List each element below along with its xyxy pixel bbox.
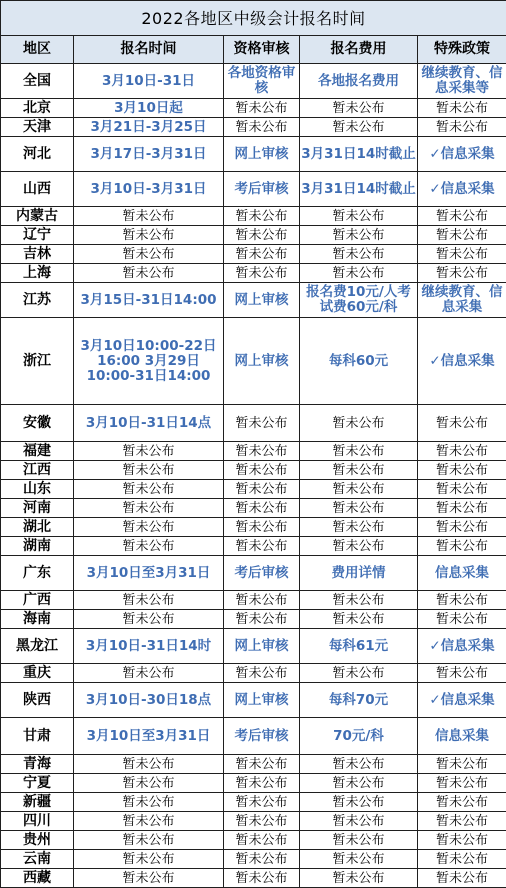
cell-region: 湖南	[1, 537, 74, 556]
header-fee: 报名费用	[300, 36, 418, 64]
cell-review: 网上审核	[224, 318, 300, 405]
cell-review: 暂未公布	[224, 610, 300, 629]
cell-time: 暂未公布	[74, 480, 224, 499]
cell-policy: ✓信息采集	[418, 683, 506, 718]
table-row	[1, 499, 506, 518]
cell-policy: 暂未公布	[418, 461, 506, 480]
cell-region: 安徽	[1, 405, 74, 442]
header-region: 地区	[1, 36, 74, 64]
cell-time: 暂未公布	[74, 518, 224, 537]
cell-region: 贵州	[1, 831, 74, 850]
cell-review: 暂未公布	[224, 850, 300, 869]
cell-review: 暂未公布	[224, 869, 300, 888]
table-row	[1, 774, 506, 793]
table-row	[1, 99, 506, 118]
cell-review: 暂未公布	[224, 461, 300, 480]
cell-review: 各地资格审核	[224, 64, 300, 99]
cell-region: 山西	[1, 172, 74, 207]
cell-review: 网上审核	[224, 683, 300, 718]
cell-region: 浙江	[1, 318, 74, 405]
cell-policy: ✓信息采集	[418, 137, 506, 172]
cell-region: 河北	[1, 137, 74, 172]
cell-region: 广西	[1, 591, 74, 610]
cell-fee: 费用详情	[300, 556, 418, 591]
cell-policy: 暂未公布	[418, 226, 506, 245]
table-row	[1, 245, 506, 264]
cell-policy: 暂未公布	[418, 480, 506, 499]
cell-region: 湖北	[1, 518, 74, 537]
table-row	[1, 591, 506, 610]
cell-policy: 信息采集	[418, 556, 506, 591]
cell-region: 北京	[1, 99, 74, 118]
cell-region: 天津	[1, 118, 74, 137]
cell-policy: 暂未公布	[418, 99, 506, 118]
cell-review: 暂未公布	[224, 405, 300, 442]
cell-review: 暂未公布	[224, 499, 300, 518]
table-row	[1, 869, 506, 888]
cell-fee: 暂未公布	[300, 850, 418, 869]
cell-region: 河南	[1, 499, 74, 518]
cell-fee: 暂未公布	[300, 99, 418, 118]
cell-review: 暂未公布	[224, 664, 300, 683]
table-row	[1, 610, 506, 629]
cell-fee: 暂未公布	[300, 405, 418, 442]
cell-fee: 各地报名费用	[300, 64, 418, 99]
cell-policy: 暂未公布	[418, 537, 506, 556]
cell-fee: 3月31日14时截止	[300, 172, 418, 207]
cell-policy: 暂未公布	[418, 755, 506, 774]
cell-fee: 70元/科	[300, 718, 418, 755]
cell-fee: 暂未公布	[300, 499, 418, 518]
cell-time: 3月10日至3月31日	[74, 718, 224, 755]
cell-time: 暂未公布	[74, 245, 224, 264]
cell-policy: 继续教育、信息采集	[418, 283, 506, 318]
table-row	[1, 283, 506, 318]
cell-fee: 3月31日14时截止	[300, 137, 418, 172]
header-row	[1, 36, 506, 64]
cell-time: 暂未公布	[74, 755, 224, 774]
table-row	[1, 664, 506, 683]
cell-fee: 暂未公布	[300, 774, 418, 793]
cell-region: 西藏	[1, 869, 74, 888]
cell-review: 暂未公布	[224, 480, 300, 499]
table-row	[1, 518, 506, 537]
cell-region: 青海	[1, 755, 74, 774]
cell-policy: 暂未公布	[418, 207, 506, 226]
cell-fee: 暂未公布	[300, 442, 418, 461]
cell-policy: 暂未公布	[418, 610, 506, 629]
cell-policy: 暂未公布	[418, 118, 506, 137]
cell-region: 黑龙江	[1, 629, 74, 664]
cell-review: 网上审核	[224, 629, 300, 664]
cell-fee: 暂未公布	[300, 518, 418, 537]
table-row	[1, 718, 506, 755]
cell-region: 全国	[1, 64, 74, 99]
table-row	[1, 118, 506, 137]
cell-fee: 暂未公布	[300, 480, 418, 499]
table-row	[1, 831, 506, 850]
cell-review: 网上审核	[224, 137, 300, 172]
cell-fee: 暂未公布	[300, 869, 418, 888]
cell-review: 暂未公布	[224, 207, 300, 226]
cell-review: 暂未公布	[224, 118, 300, 137]
cell-time: 暂未公布	[74, 793, 224, 812]
cell-review: 暂未公布	[224, 442, 300, 461]
table-row	[1, 480, 506, 499]
table-row	[1, 172, 506, 207]
table-row	[1, 64, 506, 99]
cell-region: 甘肃	[1, 718, 74, 755]
cell-policy: 暂未公布	[418, 793, 506, 812]
cell-fee: 暂未公布	[300, 207, 418, 226]
cell-review: 暂未公布	[224, 793, 300, 812]
cell-review: 暂未公布	[224, 591, 300, 610]
cell-time: 暂未公布	[74, 869, 224, 888]
cell-fee: 暂未公布	[300, 118, 418, 137]
cell-fee: 每科61元	[300, 629, 418, 664]
cell-time: 3月10日10:00-22日16:00 3月29日10:00-31日14:00	[74, 318, 224, 405]
cell-time: 暂未公布	[74, 664, 224, 683]
cell-policy: ✓信息采集	[418, 629, 506, 664]
cell-review: 暂未公布	[224, 264, 300, 283]
table-row	[1, 850, 506, 869]
cell-review: 暂未公布	[224, 245, 300, 264]
cell-region: 四川	[1, 812, 74, 831]
cell-time: 暂未公布	[74, 264, 224, 283]
cell-policy: 暂未公布	[418, 591, 506, 610]
cell-time: 3月21日-3月25日	[74, 118, 224, 137]
cell-fee: 暂未公布	[300, 461, 418, 480]
cell-time: 3月10日起	[74, 99, 224, 118]
cell-region: 海南	[1, 610, 74, 629]
cell-time: 3月10日-3月31日	[74, 172, 224, 207]
table-row	[1, 812, 506, 831]
cell-region: 宁夏	[1, 774, 74, 793]
table-row	[1, 461, 506, 480]
cell-fee: 报名费10元/人考试费60元/科	[300, 283, 418, 318]
cell-time: 暂未公布	[74, 207, 224, 226]
cell-region: 江苏	[1, 283, 74, 318]
header-review: 资格审核	[224, 36, 300, 64]
table-row	[1, 442, 506, 461]
cell-review: 暂未公布	[224, 537, 300, 556]
cell-time: 3月17日-3月31日	[74, 137, 224, 172]
cell-fee: 暂未公布	[300, 226, 418, 245]
cell-time: 3月15日-31日14:00	[74, 283, 224, 318]
cell-time: 3月10日-31日	[74, 64, 224, 99]
cell-time: 暂未公布	[74, 850, 224, 869]
cell-review: 考后审核	[224, 172, 300, 207]
header-policy: 特殊政策	[418, 36, 506, 64]
cell-review: 暂未公布	[224, 226, 300, 245]
cell-time: 暂未公布	[74, 591, 224, 610]
cell-time: 3月10日至3月31日	[74, 556, 224, 591]
cell-policy: ✓信息采集	[418, 318, 506, 405]
cell-review: 暂未公布	[224, 518, 300, 537]
table-row	[1, 537, 506, 556]
cell-policy: 暂未公布	[418, 499, 506, 518]
cell-review: 网上审核	[224, 283, 300, 318]
cell-policy: 暂未公布	[418, 405, 506, 442]
cell-region: 新疆	[1, 793, 74, 812]
table-row	[1, 264, 506, 283]
table-title: 2022各地区中级会计报名时间	[1, 1, 506, 36]
cell-time: 3月10日-31日14点	[74, 405, 224, 442]
cell-region: 福建	[1, 442, 74, 461]
cell-review: 暂未公布	[224, 812, 300, 831]
cell-time: 暂未公布	[74, 812, 224, 831]
header-time: 报名时间	[74, 36, 224, 64]
cell-time: 暂未公布	[74, 774, 224, 793]
cell-region: 重庆	[1, 664, 74, 683]
cell-time: 暂未公布	[74, 537, 224, 556]
cell-policy: 暂未公布	[418, 518, 506, 537]
cell-region: 辽宁	[1, 226, 74, 245]
cell-policy: 暂未公布	[418, 850, 506, 869]
cell-region: 江西	[1, 461, 74, 480]
cell-region: 陕西	[1, 683, 74, 718]
cell-policy: 继续教育、信息采集等	[418, 64, 506, 99]
cell-fee: 暂未公布	[300, 831, 418, 850]
title-row	[1, 1, 506, 36]
cell-policy: 暂未公布	[418, 442, 506, 461]
cell-fee: 暂未公布	[300, 812, 418, 831]
cell-time: 暂未公布	[74, 442, 224, 461]
cell-fee: 暂未公布	[300, 755, 418, 774]
cell-fee: 暂未公布	[300, 537, 418, 556]
cell-policy: 暂未公布	[418, 245, 506, 264]
cell-review: 暂未公布	[224, 831, 300, 850]
cell-policy: 暂未公布	[418, 664, 506, 683]
cell-policy: 暂未公布	[418, 774, 506, 793]
cell-fee: 暂未公布	[300, 793, 418, 812]
cell-fee: 暂未公布	[300, 591, 418, 610]
cell-policy: 暂未公布	[418, 264, 506, 283]
cell-time: 3月10日-31日14时	[74, 629, 224, 664]
table-row	[1, 318, 506, 405]
cell-review: 暂未公布	[224, 755, 300, 774]
table-row	[1, 226, 506, 245]
cell-review: 考后审核	[224, 718, 300, 755]
table-row	[1, 683, 506, 718]
cell-region: 内蒙古	[1, 207, 74, 226]
cell-time: 暂未公布	[74, 226, 224, 245]
cell-time: 暂未公布	[74, 499, 224, 518]
table-row	[1, 755, 506, 774]
cell-region: 吉林	[1, 245, 74, 264]
cell-fee: 每科60元	[300, 318, 418, 405]
cell-region: 上海	[1, 264, 74, 283]
table-row	[1, 629, 506, 664]
cell-policy: 暂未公布	[418, 831, 506, 850]
cell-fee: 暂未公布	[300, 664, 418, 683]
cell-policy: 暂未公布	[418, 812, 506, 831]
cell-fee: 暂未公布	[300, 610, 418, 629]
cell-review: 暂未公布	[224, 774, 300, 793]
cell-time: 暂未公布	[74, 461, 224, 480]
cell-policy: 信息采集	[418, 718, 506, 755]
cell-time: 暂未公布	[74, 610, 224, 629]
cell-region: 山东	[1, 480, 74, 499]
cell-time: 3月10日-30日18点	[74, 683, 224, 718]
cell-fee: 暂未公布	[300, 245, 418, 264]
cell-region: 广东	[1, 556, 74, 591]
cell-policy: ✓信息采集	[418, 172, 506, 207]
table-row	[1, 207, 506, 226]
table-row	[1, 137, 506, 172]
cell-policy: 暂未公布	[418, 869, 506, 888]
cell-time: 暂未公布	[74, 831, 224, 850]
cell-review: 暂未公布	[224, 99, 300, 118]
cell-fee: 每科70元	[300, 683, 418, 718]
cell-fee: 暂未公布	[300, 264, 418, 283]
cell-region: 云南	[1, 850, 74, 869]
table-row	[1, 793, 506, 812]
table-row	[1, 405, 506, 442]
table-row	[1, 556, 506, 591]
cell-review: 考后审核	[224, 556, 300, 591]
